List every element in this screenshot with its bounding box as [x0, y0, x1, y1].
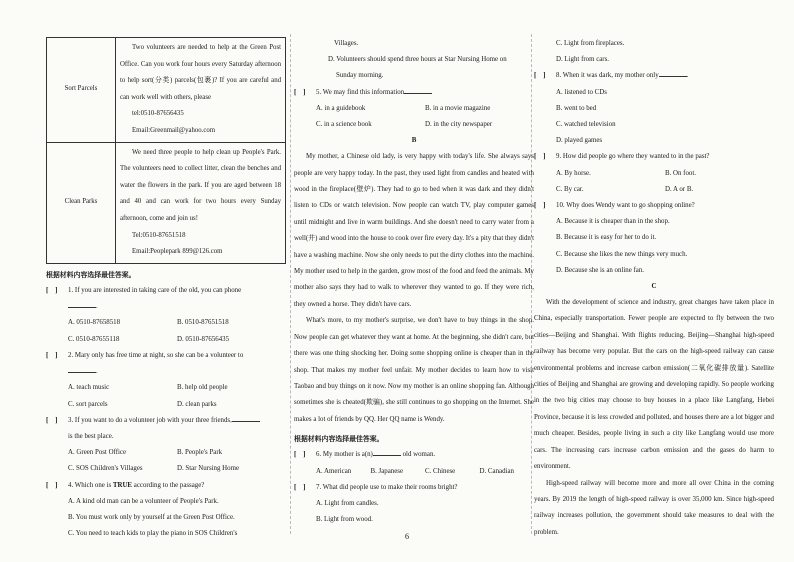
- ad-row: [47, 38, 286, 143]
- option-c[interactable]: C. SOS Children's Villages: [68, 465, 143, 473]
- ad-email: Email:Peoplepark 899@126.com: [132, 248, 223, 256]
- question-7: [294, 480, 534, 496]
- column-3: [534, 36, 774, 541]
- option-a[interactable]: A. teach music: [68, 384, 110, 392]
- passage-c-paragraph: With the development of science and industry, great changes have taken place in China, especially transportation. Fewer people are expected to fly between the two cities—Beijing and Shanghai. With flights reducing, Beijing—Shanghai high-speed railway has become very popular. But the cars on the high-speed railway can cause environmental problems and increase carbon emission(二氧化碳排放量). Satellite cities of Beijing and Shanghai are growing and developing rapidly. So people working in the two big cities may choose to buy houses in a place like Langfang, Hebei Province, because it is less crowded and polluted, and houses there are a lot bigger and much cheaper. Besides, people living in such a city like Langfang would use more cars. The increasing cars increase carbon emission and the gases do harm to environment.: [534, 299, 774, 471]
- option-b[interactable]: B. You must work only by yourself at the Green Post Office.: [68, 513, 235, 521]
- question-number: 9.: [556, 153, 562, 161]
- question-text: If you want to do a volunteer job with your three friends,: [74, 416, 232, 424]
- question-text: Which one is: [74, 481, 112, 489]
- ad-body: [116, 142, 286, 263]
- option-b[interactable]: B. 0510-87651518: [177, 319, 229, 327]
- answer-bracket[interactable]: [ ]: [46, 351, 58, 359]
- question-number: 2.: [68, 351, 74, 359]
- answer-bracket[interactable]: [ ]: [46, 287, 58, 295]
- question-4: [46, 478, 286, 494]
- ad-body: [116, 38, 286, 143]
- passage-c-paragraph: High-speed railway will become more and more all over China in the coming years. By 2019 the length of high-speed railway is over 35,000 km. Since high-speed railway increases pollution, the government should take measures to deal with the problem.: [534, 479, 774, 536]
- option-d[interactable]: D. Volunteers should spend three hours at Star Nursing Home on: [328, 56, 507, 64]
- option-d-continuation: Sunday morning.: [336, 72, 384, 80]
- option-c[interactable]: C. You need to teach kids to play the piano in SOS Children's: [68, 530, 238, 538]
- option-b[interactable]: B. On foot.: [665, 169, 697, 177]
- question-text: How did people go where they wanted to in the past?: [562, 153, 710, 161]
- question-continuation: is the best place.: [68, 432, 114, 440]
- volunteer-ads-table: [46, 37, 286, 264]
- ad-text: We need three people to help clean up People's Park. The volunteers need to collect litter, clean the benches and water the flowers in the park. If you are aged between 18 and 40 and can work for two hours every Sunday afternoon, come and join us!: [120, 148, 281, 222]
- option-d[interactable]: D. Because she is an online fan.: [556, 266, 645, 274]
- option-a[interactable]: A. Because it is cheaper than in the shop.: [556, 218, 670, 226]
- ad-tel: Tel:0510-87651518: [132, 231, 186, 239]
- option-d[interactable]: D. Canadian: [479, 467, 514, 475]
- option-a[interactable]: A. Green Post Office: [68, 449, 127, 457]
- passage-b-paragraph: What's more, to my mother's surprise, we don't have to buy things in the shop. Now people can get whatever they want at home. At the beginning, she didn't care, but there was one thing shocking her. Doing some shopping online is cheaper than in the shop. That makes my mother feel unfair. My mother decides to learn how to visit Taobao and buy things on it now. Now my mother is an online shopping fan. Although sometimes she is cheated(欺骗), she still continues to go shopping on the Internet. She makes a lot of friends by QQ. Her QQ name is Wendy.: [294, 317, 534, 423]
- question-5: [294, 85, 534, 101]
- option-b[interactable]: B. went to bed: [556, 104, 597, 112]
- options-row: [294, 464, 534, 480]
- answer-blank: .: [46, 299, 286, 315]
- option-d[interactable]: D. played games: [556, 137, 603, 145]
- question-text: We may find this information: [322, 88, 405, 96]
- ad-email: Email:Greenmail@yahoo.com: [132, 126, 216, 134]
- option-b[interactable]: B. Light from wood.: [316, 516, 373, 524]
- options-row: [46, 397, 286, 413]
- question-6: [294, 447, 534, 463]
- options-row: [46, 445, 286, 461]
- page-number: 6: [405, 532, 409, 541]
- option-c[interactable]: C. in a science book: [316, 121, 372, 129]
- answer-bracket[interactable]: [ ]: [294, 483, 306, 491]
- answer-bracket[interactable]: [ ]: [294, 451, 306, 459]
- question-number: 1.: [68, 287, 74, 295]
- option-d[interactable]: D. A or B.: [665, 185, 694, 193]
- question-2: [46, 348, 286, 364]
- option-d[interactable]: D. in the city newspaper: [425, 121, 493, 129]
- option-d[interactable]: D. clean parks: [177, 400, 217, 408]
- options-row: [534, 166, 774, 182]
- options-row: [534, 182, 774, 198]
- question-number: 3.: [68, 416, 74, 424]
- answer-bracket[interactable]: [ ]: [534, 153, 546, 161]
- options-row: [294, 101, 534, 117]
- option-d[interactable]: D. Star Nursing Home: [177, 465, 240, 473]
- options-row: [294, 117, 534, 133]
- option-c[interactable]: C. watched television: [556, 121, 616, 129]
- question-9: [534, 149, 774, 165]
- column-divider: [290, 34, 291, 534]
- passage-b-label: B: [411, 137, 417, 145]
- question-number: 5.: [316, 88, 322, 96]
- passage-c-label: C: [651, 283, 657, 291]
- ad-row: [47, 142, 286, 263]
- options-row: [46, 461, 286, 477]
- options-row: [46, 315, 286, 331]
- ad-label: Clean Parks: [47, 142, 116, 263]
- options-row: [46, 332, 286, 348]
- question-number: 10.: [556, 202, 565, 210]
- section-a-heading: 根据材料内容选择最佳答案。: [46, 271, 136, 279]
- option-c[interactable]: C. By car.: [556, 185, 584, 193]
- option-c[interactable]: C. Chinese: [425, 467, 456, 475]
- option-b[interactable]: B. Japanese: [370, 467, 404, 475]
- question-text: If you are interested in taking care of the old, you can phone: [74, 287, 242, 295]
- option-b[interactable]: B. help old people: [177, 384, 228, 392]
- answer-bracket[interactable]: [ ]: [46, 416, 58, 424]
- answer-bracket[interactable]: [ ]: [294, 88, 306, 96]
- question-3: [46, 413, 286, 429]
- question-8: [ ] 8. When it was dark, my mother only .: [534, 68, 774, 84]
- section-b-heading: 根据材料内容选择最佳答案。: [294, 436, 384, 444]
- answer-bracket[interactable]: [ ]: [46, 481, 58, 489]
- option-c[interactable]: C. 0510-87655118: [68, 335, 120, 343]
- question-text: according to the passage?: [133, 481, 205, 489]
- question-number: 7.: [316, 483, 322, 491]
- answer-blank: .: [46, 364, 286, 380]
- passage-b-paragraph: My mother, a Chinese old lady, is very happy with today's life. She always says people are very happy today. In the past, they used light from candles and heated with wood in the fireplace(壁炉). They had to go to bed when it was dark and they didn't listen to CDs or watch television. Now people can watch TV, play computer games until midnight and live in warm buildings. And she doesn't need to carry water from a well(井) and wood into the house to cook over fire every day. It's a pity that they didn't have a washing machine. Now she only needs to put the dirty clothes into the machine. My mother used to help in the garden, grow most of the food and feed the animals. My mother also says they had to walk to wherever they wanted to go. If they were rich, they owned a horse. They didn't have cars.: [294, 153, 534, 308]
- question-text: My mother is a(n): [322, 451, 373, 459]
- question-10: [534, 198, 774, 214]
- option-d[interactable]: D. 0510-87656435: [177, 335, 230, 343]
- option-a[interactable]: A. A kind old man can be a volunteer of People's Park.: [68, 497, 219, 505]
- option-b[interactable]: B. in a movie magazine: [425, 104, 491, 112]
- option-a[interactable]: A. in a guidebook: [316, 104, 366, 112]
- option-b[interactable]: B. People's Park: [177, 449, 223, 457]
- question-number: 6.: [316, 451, 322, 459]
- option-a[interactable]: A. Light from candles.: [316, 500, 379, 508]
- question-text: old woman.: [402, 451, 436, 459]
- question-text: Mary only has free time at night, so she can be a volunteer to: [74, 351, 244, 359]
- option-a[interactable]: A. listened to CDs: [556, 88, 607, 96]
- option-a[interactable]: A. 0510-87658518: [68, 319, 121, 327]
- answer-bracket[interactable]: [ ]: [534, 72, 546, 80]
- option-a[interactable]: A. By horse.: [556, 169, 591, 177]
- column-2: [294, 36, 534, 529]
- option-a[interactable]: A. American: [316, 467, 352, 475]
- question-text: What did people use to make their rooms bright?: [322, 483, 458, 491]
- option-c[interactable]: C. Light from fireplaces.: [556, 40, 625, 47]
- option-c[interactable]: C. Because she likes the new things very much.: [556, 250, 688, 258]
- question-number: 4.: [68, 481, 74, 489]
- ad-tel: tel:0510-87656435: [132, 110, 184, 118]
- question-text: When it was dark, my mother only: [562, 72, 659, 80]
- answer-bracket[interactable]: [ ]: [534, 202, 546, 210]
- option-b[interactable]: B. Because it is easy for her to do it.: [556, 234, 657, 242]
- question-number: 8.: [556, 72, 562, 80]
- ad-label: Sort Parcels: [47, 38, 116, 143]
- option-c[interactable]: C. sort parcels: [68, 400, 108, 408]
- options-row: [46, 380, 286, 396]
- question-emphasis: TRUE: [112, 481, 133, 489]
- question-1: [46, 283, 286, 299]
- ad-text: Two volunteers are needed to help at the Green Post Office. Can you work four hours every Saturday afternoon to help sort(分类) parcels(包裹)? If you are careful and can work well with others, please: [120, 44, 281, 101]
- column-1: [46, 0, 286, 542]
- option-d[interactable]: D. Light from cars.: [556, 56, 610, 64]
- option-c-continuation: Villages.: [334, 40, 359, 47]
- question-text: Why does Wendy want to go shopping online?: [566, 202, 695, 210]
